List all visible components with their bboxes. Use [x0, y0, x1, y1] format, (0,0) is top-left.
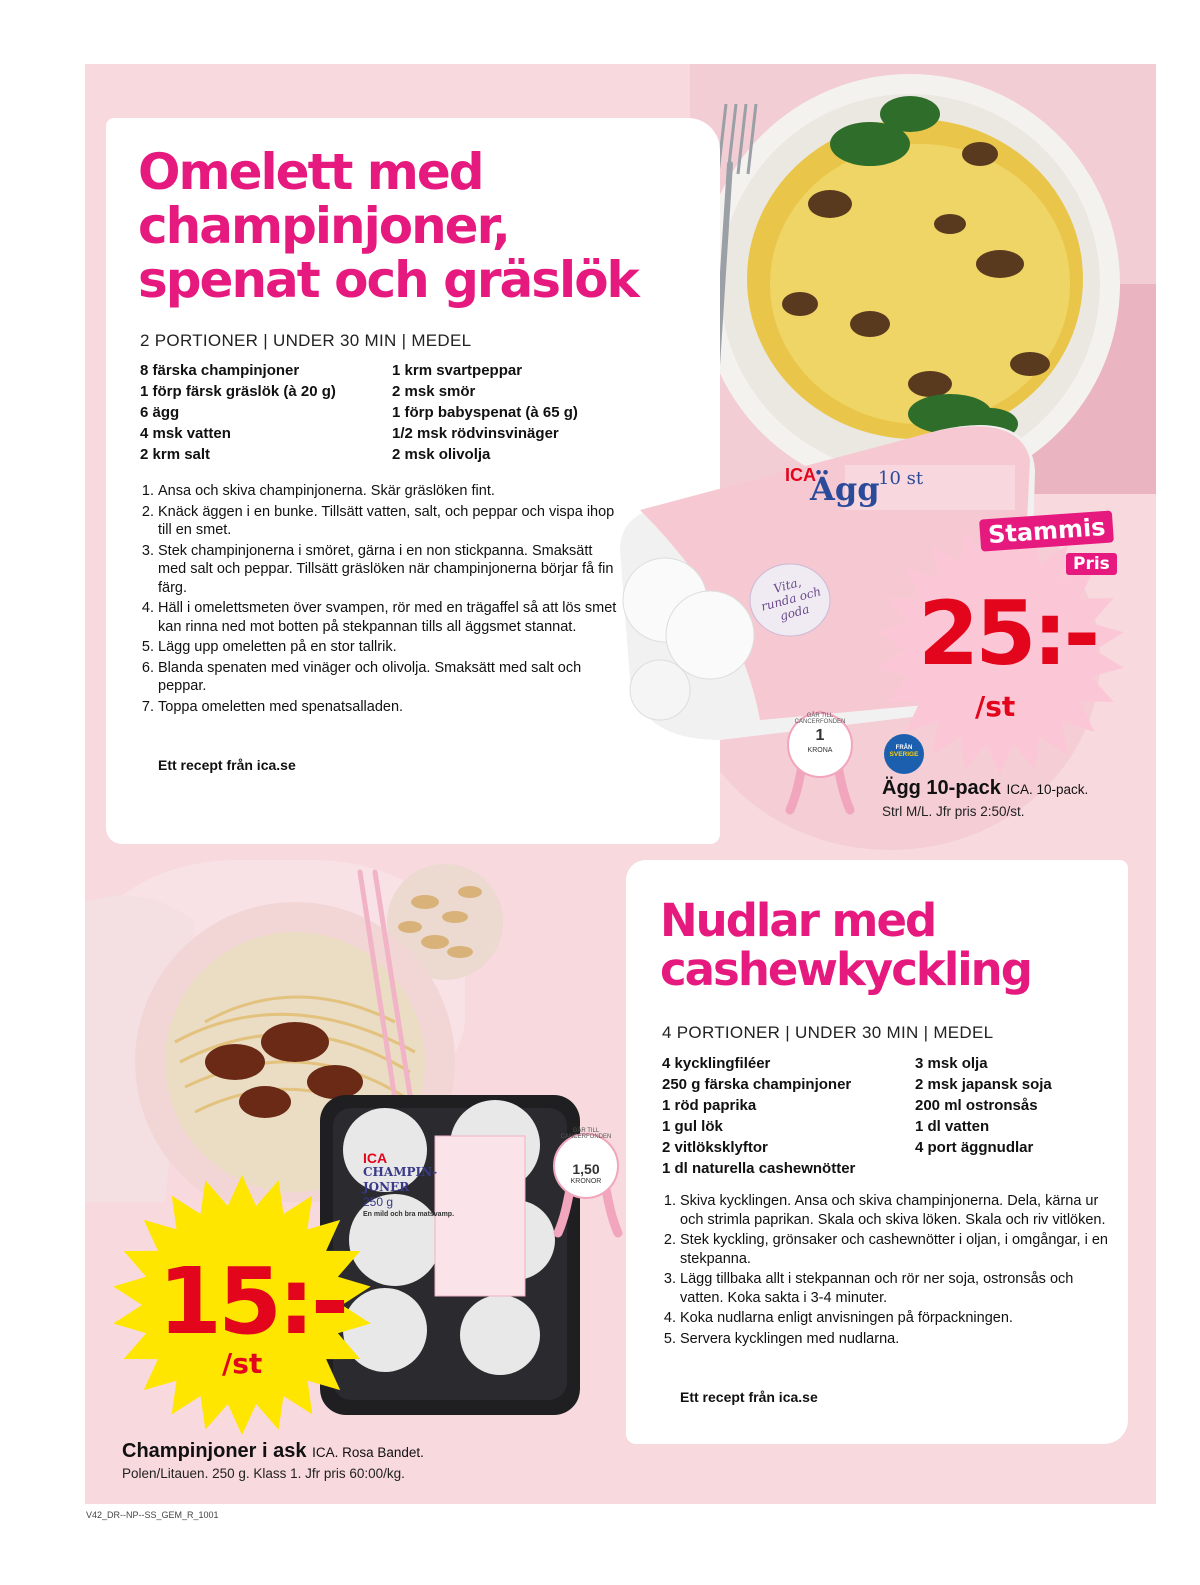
recipe-title-noodles	[660, 894, 1080, 996]
step-item: 2. Knäck äggen i en bunke. Tillsätt vatten, salt, och peppar och vispa ihop till en smet.	[158, 503, 618, 540]
price-unit-eggs: /st	[975, 690, 1016, 723]
ingredient-list-left	[140, 360, 390, 465]
step-item: 3. Lägg tillbaka allt i stekpannan och rör ner soja, ostronsås och vatten. Koka sakta i 3-4 minuter.	[680, 1270, 1108, 1307]
step-item: 6. Blanda spenaten med vinäger och olivolja. Smaksätt med salt och peppar.	[158, 659, 618, 696]
mushroom-pack-tagline: En mild och bra matsvamp.	[363, 1211, 455, 1218]
product-name-eggs	[882, 777, 1088, 800]
ingredient-list-left	[662, 1053, 912, 1179]
step-item: 7. Toppa omeletten med spenatsalladen.	[158, 698, 618, 717]
ingredient-item: 2 krm salt	[140, 446, 211, 463]
ingredient-item: 1 röd paprika	[662, 1097, 757, 1114]
ingredient-item: 1 dl vatten	[915, 1118, 990, 1135]
recipe-source: Ett recept från ica.se	[680, 1389, 818, 1405]
ingredient-list-right	[915, 1053, 1105, 1158]
ingredient-item: 3 msk olja	[915, 1055, 988, 1072]
mushroom-pack-title-2: JONER	[363, 1180, 410, 1194]
ingredient-item: 200 ml ostronsås	[915, 1097, 1038, 1114]
charity-unit: KRONA	[807, 747, 833, 754]
step-item: 2. Stek kyckling, grönsaker och cashewnötter i oljan, i omgångar, i en stekpanna.	[680, 1231, 1108, 1268]
recipe-source: Ett recept från ica.se	[158, 757, 296, 773]
product-desc-mushrooms: Polen/Litauen. 250 g. Klass 1. Jfr pris 60:00/kg.	[122, 1466, 405, 1481]
charity-value: 1,50	[572, 1161, 600, 1177]
title-line: Nudlar med	[660, 894, 936, 947]
product-title: Ägg 10-pack	[882, 777, 1001, 799]
ingredient-item: 4 port äggnudlar	[915, 1139, 1034, 1156]
ingredient-item: 1 krm svartpeppar	[392, 362, 523, 379]
mushroom-pack-title-1: CHAMPIN-	[363, 1165, 438, 1179]
charity-ring-text: GÅR TILL CANCERFONDEN	[560, 1128, 612, 1140]
ingredient-item: 2 msk smör	[392, 383, 476, 400]
title-line: cashewkyckling	[660, 942, 1031, 996]
recipe-meta: 2 PORTIONER | UNDER 30 MIN | MEDEL	[140, 331, 472, 350]
step-item: 5. Servera kycklingen med nudlarna.	[680, 1330, 1108, 1349]
step-item: 4. Häll i omelettsmeten över svampen, rör med en trägaffel så att lös smet kan rinna ned mot botten på stekpannan tills all äggsmet stannat.	[158, 599, 618, 636]
price-unit-mushrooms: /st	[222, 1347, 263, 1380]
stammis-badge: Stammis	[979, 510, 1114, 551]
carton-title: Ägg	[810, 470, 880, 508]
title-line: Omelett med	[138, 143, 483, 201]
recipe-steps	[660, 1192, 1108, 1350]
print-code: V42_DR--NP--SS_GEM_R_1001	[86, 1510, 219, 1520]
recipe-steps	[138, 482, 618, 718]
product-desc-eggs: Strl M/L. Jfr pris 2:50/st.	[882, 804, 1025, 819]
carton-script: Vita, runda och goda	[759, 575, 823, 624]
ingredient-item: 2 msk japansk soja	[915, 1076, 1052, 1093]
price-eggs: 25:-	[918, 582, 1097, 685]
step-item: 4. Koka nudlarna enligt anvisningen på förpackningen.	[680, 1309, 1108, 1328]
step-item: 1. Ansa och skiva champinjonerna. Skär gräslöken fint.	[158, 482, 618, 501]
ingredient-item: 2 vitlöksklyftor	[662, 1139, 768, 1156]
product-brand: ICA. 10-pack.	[1006, 782, 1089, 797]
charity-value: 1	[815, 727, 825, 744]
ingredient-item: 2 msk olivolja	[392, 446, 491, 463]
ingredient-item: 4 kycklingfiléer	[662, 1055, 771, 1072]
title-line: spenat och gräslök	[138, 251, 638, 309]
step-item: 3. Stek champinjonerna i smöret, gärna i en non stickpanna. Smaksätt med salt och peppar. Tillsätt gräslöken när champinjonerna börjar få fin färg.	[158, 542, 618, 598]
product-name-mushrooms	[122, 1440, 424, 1463]
ingredient-item: 1 förp färsk gräslök (à 20 g)	[140, 383, 336, 400]
ingredient-item: 1/2 msk rödvinsvinäger	[392, 425, 559, 442]
ingredient-item: 8 färska champinjoner	[140, 362, 300, 379]
step-item: 1. Skiva kycklingen. Ansa och skiva champinjonerna. Dela, kärna ur och strimla paprikan. Skala och skiva löken. Skala och riv vitlöken.	[680, 1192, 1108, 1229]
ingredient-item: 1 förp babyspenat (à 65 g)	[392, 404, 578, 421]
mushroom-pack-weight: 250 g	[363, 1195, 394, 1209]
ingredient-item: 6 ägg	[140, 404, 180, 421]
step-item: 5. Lägg upp omeletten på en stor tallrik.	[158, 638, 618, 657]
from-sweden-bottom: SVERIGE	[889, 751, 919, 758]
stammis-badge-pris: Pris	[1066, 553, 1117, 575]
mushroom-pack-brand: ICA	[363, 1150, 388, 1166]
title-line: champinjoner,	[138, 197, 509, 255]
charity-ring-text: GÅR TILL CANCERFONDEN	[794, 713, 846, 725]
recipe-meta: 4 PORTIONER | UNDER 30 MIN | MEDEL	[662, 1023, 994, 1042]
product-brand: ICA. Rosa Bandet.	[312, 1445, 424, 1460]
ingredient-item: 1 dl naturella cashewnötter	[662, 1160, 856, 1177]
price-mushrooms: 15:-	[158, 1248, 346, 1355]
carton-brand: ICA	[785, 465, 816, 485]
ingredient-item: 1 gul lök	[662, 1118, 723, 1135]
charity-unit: KRONOR	[570, 1178, 602, 1185]
from-sweden-badge	[884, 734, 924, 774]
ingredient-item: 250 g färska champinjoner	[662, 1076, 852, 1093]
product-title: Champinjoner i ask	[122, 1440, 307, 1462]
from-sweden-top: FRÅN	[895, 745, 913, 751]
carton-count: 10 st	[878, 468, 924, 489]
ingredient-item: 4 msk vatten	[140, 425, 231, 442]
recipe-title-omelette	[138, 145, 658, 307]
